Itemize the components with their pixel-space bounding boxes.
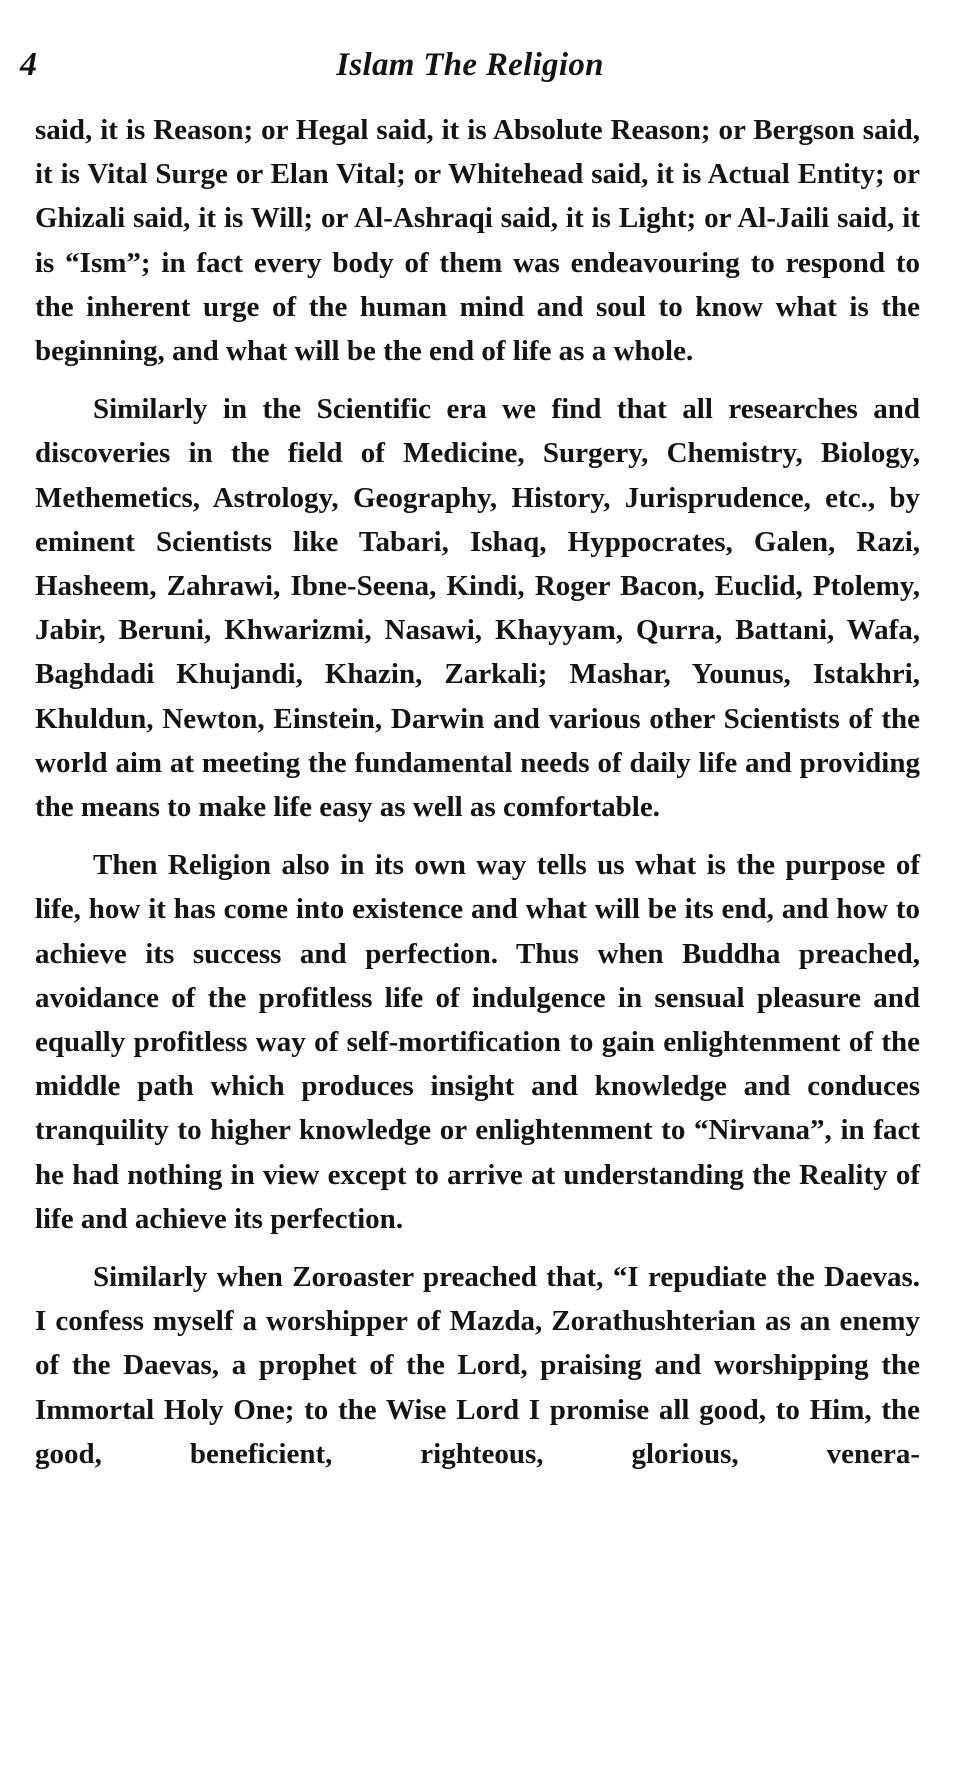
running-head (20, 40, 920, 90)
body-text (35, 108, 920, 1476)
paragraph-4: Similarly when Zoroaster preached that, “I repudiate the Daevas. I confess myself a worshipper of Mazda, Zorathushterian as an enemy of the Daevas, a prophet of the Lord, praising and worshipping the Immortal Holy One; to the Wise Lord I promise all good, to Him, the good, beneficient, righteous, glorious, venera- (35, 1261, 920, 1470)
page-number: 4 (20, 46, 37, 83)
paragraph-1: said, it is Reason; or Hegal said, it is Absolute Reason; or Bergson said, it is Vital Surge or Elan Vital; or Whitehead said, it is Actual Entity; or Ghizali said, it is Will; or Al-Ashraqi said, it is Light; or Al-Jaili said, it is “Ism”; in fact every body of them was endeavouring to respond to the inherent urge of the human mind and soul to know what is the beginning, and what will be the end of life as a whole. (35, 114, 920, 368)
paragraph-2: Similarly in the Scientific era we find that all researches and discoveries in the field of Medicine, Surgery, Chemistry, Biology, Methemetics, Astrology, Geography, History, Jurisprudence, etc., by eminent Scientists like Tabari, Ishaq, Hyppocrates, Galen, Razi, Hasheem, Zahrawi, Ibne-Seena, Kindi, Roger Bacon, Euclid, Ptolemy, Jabir, Beruni, Khwarizmi, Nasawi, Khayyam, Qurra, Battani, Wafa, Baghdadi Khujandi, Khazin, Zarkali; Mashar, Younus, Istakhri, Khuldun, Newton, Einstein, Darwin and various other Scientists of the world aim at meeting the fundamental needs of daily life and providing the means to make life easy as well as comfortable. (35, 393, 920, 824)
paragraph-3: Then Religion also in its own way tells us what is the purpose of life, how it has come into existence and what will be its end, and how to achieve its success and perfection. Thus when Buddha preached, avoidance of the profitless life of indulgence in sensual pleasure and equally profitless way of self-mortification to gain enlightenment of the middle path which produces insight and knowledge and conduces tranquility to higher knowledge or enlightenment to “Nirvana”, in fact he had nothing in view except to arrive at understanding the Reality of life and achieve its perfection. (35, 849, 920, 1235)
running-title: Islam The Religion (336, 47, 604, 83)
